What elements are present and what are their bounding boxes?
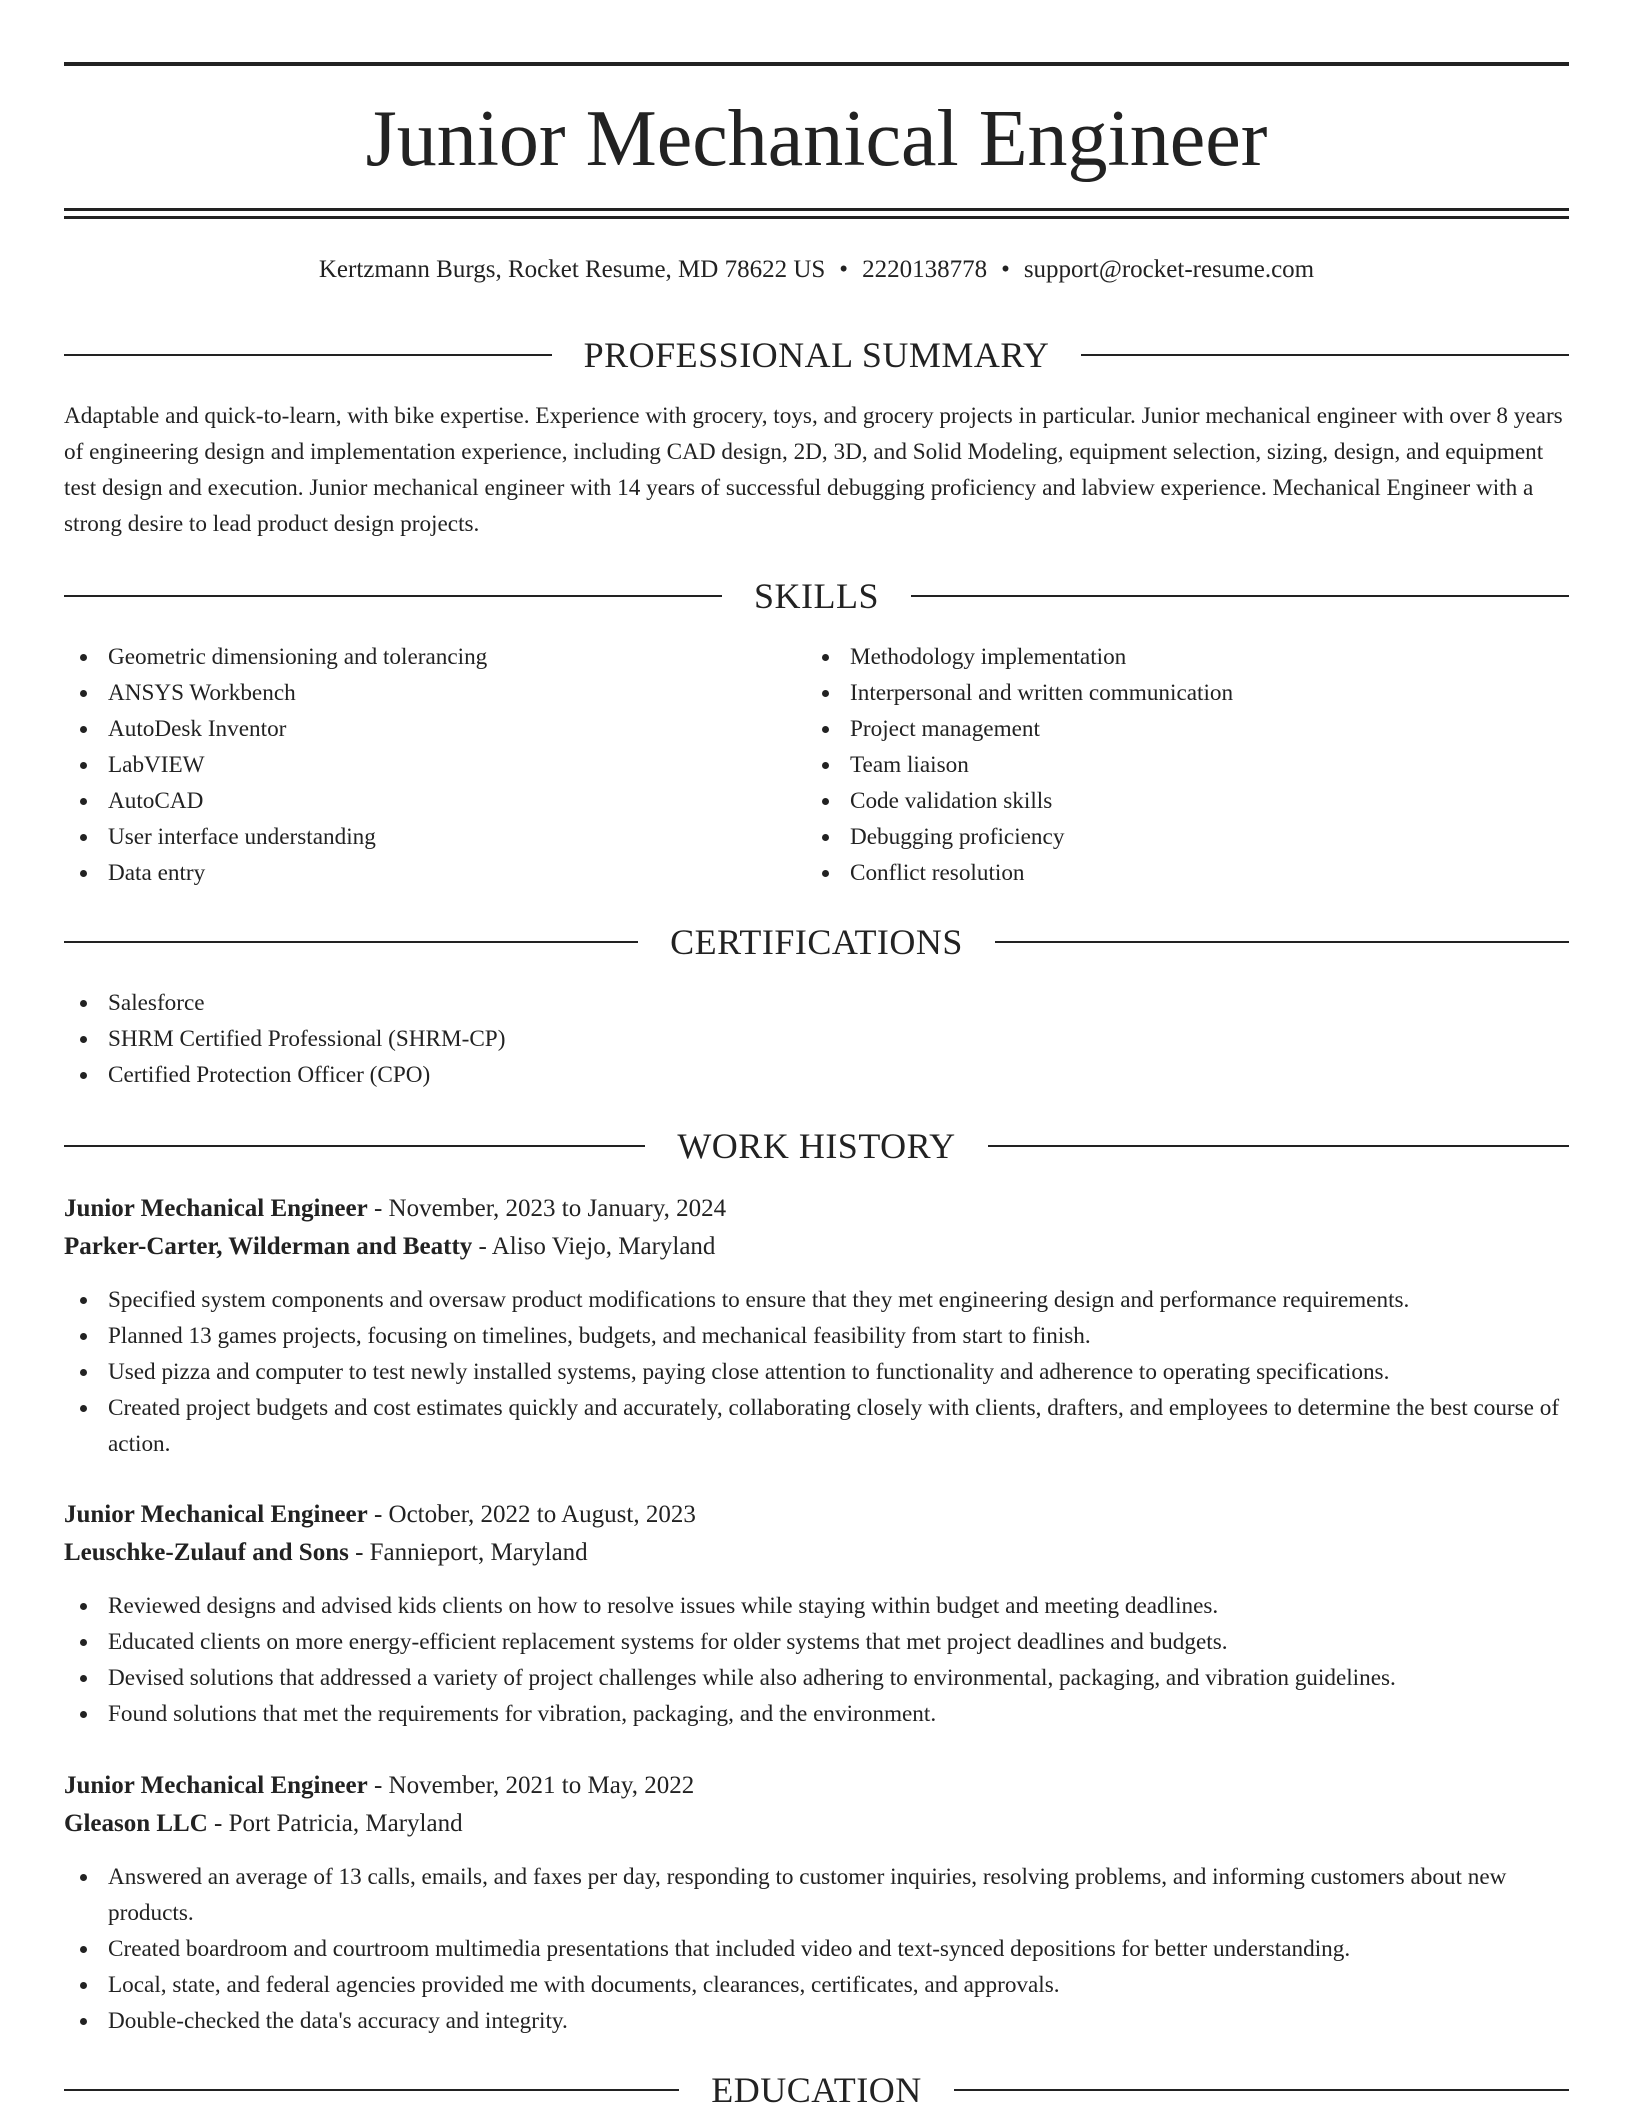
skill-item: Code validation skills <box>806 783 1566 819</box>
job-title-row <box>64 1190 1569 1228</box>
section-rule <box>954 2089 1569 2091</box>
contact-phone: 2220138778 <box>862 256 988 283</box>
job-duties-list <box>64 1282 1569 1462</box>
section-rule <box>64 1145 645 1147</box>
header-bottom-rule-2 <box>64 216 1569 219</box>
section-rule <box>1081 354 1569 356</box>
skill-item: Conflict resolution <box>806 855 1566 891</box>
job-duty: Devised solutions that addressed a variety of project challenges while also adhering to environmental, packaging, and vibration guidelines. <box>64 1660 1569 1696</box>
skill-item: Data entry <box>64 855 764 891</box>
job-company-row <box>64 1228 1569 1266</box>
skill-item: Debugging proficiency <box>806 819 1566 855</box>
section-title: EDUCATION <box>711 2070 922 2110</box>
skill-item: Methodology implementation <box>806 639 1566 675</box>
skill-item: ANSYS Workbench <box>64 675 764 711</box>
job-company: Leuschke-Zulauf and Sons <box>64 1539 349 1566</box>
contact-address: Kertzmann Burgs, Rocket Resume, MD 78622 US <box>318 256 826 283</box>
job-duty: Specified system components and oversaw product modifications to ensure that they met engineering design and performance requirements. <box>64 1282 1569 1318</box>
job-dates: - November, 2023 to January, 2024 <box>367 1195 727 1222</box>
job-duty: Planned 13 games projects, focusing on timelines, budgets, and mechanical feasibility from start to finish. <box>64 1318 1569 1354</box>
skill-item: User interface understanding <box>64 819 764 855</box>
job-title-row <box>64 1496 1569 1534</box>
section-rule <box>64 2089 679 2091</box>
section-rule <box>64 354 552 356</box>
job-title: Junior Mechanical Engineer <box>64 1195 368 1222</box>
contact-separator: • <box>1001 256 1010 283</box>
job-company: Parker-Carter, Wilderman and Beatty <box>64 1233 473 1260</box>
job-duty: Created boardroom and courtroom multimedia presentations that included video and text-synced depositions for better understanding. <box>64 1931 1569 1967</box>
skills-list-left <box>64 639 764 891</box>
certification-item: Certified Protection Officer (CPO) <box>64 1057 1569 1093</box>
job-location: - Port Patricia, Maryland <box>207 1810 463 1837</box>
job-company-row <box>64 1534 1569 1572</box>
certification-item: Salesforce <box>64 985 1569 1021</box>
job-company-row <box>64 1805 1569 1843</box>
section-heading-work-history <box>64 1122 1569 1170</box>
skill-item: Project management <box>806 711 1566 747</box>
job-duty: Used pizza and computer to test newly installed systems, paying close attention to functionality and adherence to operating specifications. <box>64 1354 1569 1390</box>
job-duty: Double-checked the data's accuracy and integrity. <box>64 2003 1569 2039</box>
job-duty: Answered an average of 13 calls, emails, and faxes per day, responding to customer inquiries, resolving problems, and informing customers about new products. <box>64 1859 1569 1931</box>
section-rule <box>64 595 722 597</box>
job-company: Gleason LLC <box>64 1810 208 1837</box>
section-title: SKILLS <box>754 576 880 616</box>
job-duty: Local, state, and federal agencies provided me with documents, clearances, certificates, and approvals. <box>64 1967 1569 2003</box>
section-rule <box>911 595 1569 597</box>
skills-list-right <box>806 639 1566 891</box>
section-title: WORK HISTORY <box>677 1126 956 1166</box>
job-duty: Reviewed designs and advised kids clients on how to resolve issues while staying within budget and meeting deadlines. <box>64 1588 1569 1624</box>
job-location: - Aliso Viejo, Maryland <box>472 1233 716 1260</box>
section-heading-summary <box>64 331 1569 379</box>
skill-item: Interpersonal and written communication <box>806 675 1566 711</box>
skill-item: Geometric dimensioning and tolerancing <box>64 639 764 675</box>
job-entry <box>64 1190 1569 1462</box>
resume-title: Junior Mechanical Engineer <box>365 95 1268 183</box>
section-title: PROFESSIONAL SUMMARY <box>583 335 1050 375</box>
header-top-rule <box>64 62 1569 66</box>
section-title: CERTIFICATIONS <box>670 922 963 962</box>
skill-item: Team liaison <box>806 747 1566 783</box>
section-heading-education <box>64 2066 1569 2114</box>
job-duties-list <box>64 1859 1569 2039</box>
job-entry <box>64 1767 1569 2039</box>
job-dates: - October, 2022 to August, 2023 <box>367 1501 696 1528</box>
section-rule <box>988 1145 1569 1147</box>
header-bottom-rule <box>64 208 1569 211</box>
section-rule <box>995 941 1569 943</box>
job-title-row <box>64 1767 1569 1805</box>
job-title: Junior Mechanical Engineer <box>64 1772 368 1799</box>
section-heading-certifications <box>64 918 1569 966</box>
job-duty: Educated clients on more energy-efficient replacement systems for older systems that met project deadlines and budgets. <box>64 1624 1569 1660</box>
job-duty: Created project budgets and cost estimates quickly and accurately, collaborating closely with clients, drafters, and employees to determine the best course of action. <box>64 1390 1569 1462</box>
section-heading-skills <box>64 572 1569 620</box>
job-duty: Found solutions that met the requirements for vibration, packaging, and the environment. <box>64 1696 1569 1732</box>
certifications-list <box>64 985 1569 1093</box>
job-entry <box>64 1496 1569 1732</box>
professional-summary: Adaptable and quick-to-learn, with bike expertise. Experience with grocery, toys, and grocery projects in particular. Junior mechanical engineer with over 8 years of engineering design and implementation experience, including CAD design, 2D, 3D, and Solid Modeling, equipment selection, sizing, design, and equipment test design and execution. Junior mechanical engineer with 14 years of successful debugging proficiency and labview experience. Mechanical Engineer with a strong desire to lead product design projects. <box>64 403 1563 537</box>
job-location: - Fannieport, Maryland <box>348 1539 588 1566</box>
section-rule <box>64 941 638 943</box>
job-duties-list <box>64 1588 1569 1732</box>
skill-item: LabVIEW <box>64 747 764 783</box>
contact-email: support@rocket-resume.com <box>1023 256 1315 283</box>
certification-item: SHRM Certified Professional (SHRM-CP) <box>64 1021 1569 1057</box>
job-dates: - November, 2021 to May, 2022 <box>367 1772 695 1799</box>
skill-item: AutoDesk Inventor <box>64 711 764 747</box>
skill-item: AutoCAD <box>64 783 764 819</box>
contact-separator: • <box>839 256 849 283</box>
contact-line <box>64 252 1569 288</box>
job-title: Junior Mechanical Engineer <box>64 1501 368 1528</box>
